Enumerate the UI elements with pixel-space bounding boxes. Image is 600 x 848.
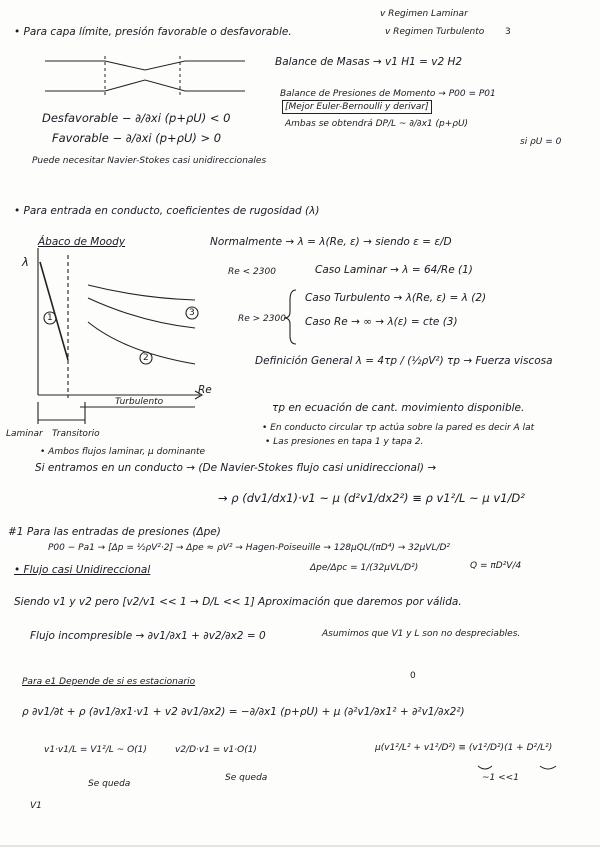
- section-1-title: • Para capa límite, presión favorable o desfavorable.: [14, 26, 292, 38]
- section-2-title: • Para entrada en conducto, coeficientes de rugosidad (λ): [14, 205, 320, 217]
- v1-leftover: V1: [30, 801, 42, 811]
- lambda-definition: Definición General λ = 4τp / (½ρV²) τp → Fuerza viscosa: [255, 355, 553, 367]
- pressure-ratio: Δpe/Δpc = 1/(32μVL/D²): [310, 563, 419, 573]
- approximation-note: Siendo v1 y v2 pero [v2/v1 << 1 → D/L << 1] Aproximación que daremos por válida.: [14, 596, 462, 608]
- re-high-threshold: Re > 2300: [238, 314, 286, 324]
- nozzle-sketch: [45, 56, 245, 96]
- momentum-e1-eq: ρ ∂v1/∂t + ρ (∂v1/∂x1·v1 + v2 ∂v1/∂x2) = −∂/∂x1 (p+ρU) + μ (∂²v1/∂x1² + ∂²v1/∂x2²): [22, 706, 465, 718]
- chart-lambda-label: λ: [22, 255, 29, 269]
- euler-bernoulli-note: [Mejor Euler-Bernoulli y derivar]: [282, 100, 432, 114]
- assumption-note: Asumimos que V1 y L son no despreciables.: [322, 629, 521, 639]
- turbulent-case: Caso Turbulento → λ(Re, ε) = λ (2): [305, 292, 487, 304]
- circle-1-text: 1: [47, 313, 53, 323]
- convective-order: v1·v1/L = V1²/L ~ O(1): [44, 745, 147, 755]
- moody-chart-title: Ábaco de Moody: [38, 236, 126, 248]
- incompressible-eq: Flujo incompresible → ∂v1/∂x1 + ∂v2/∂x2 = 0: [30, 630, 266, 642]
- circle-3-text: 3: [189, 308, 195, 318]
- quasi-unidirectional-title: • Flujo casi Unidireccional: [14, 564, 151, 576]
- hagen-poiseuille-eq: P00 − Pa1 → [Δp = ½ρV²·2] → Δpe ≈ ρV² → Hagen-Poiseuille → 128μQL/(πD⁴) → 32μVL/D²: [48, 543, 451, 553]
- regime-laminar-note: v Regimen Laminar: [380, 9, 468, 19]
- regime-turbulent-note: v Regimen Turbulento: [385, 27, 485, 37]
- rough-limit-case: Caso Re → ∞ → λ(ε) = cte (3): [305, 316, 458, 328]
- circle-2-text: 2: [143, 353, 149, 363]
- navier-stokes-note: Puede necesitar Navier-Stokes casi unidireccionales: [32, 156, 267, 166]
- duct-entry-note: Si entramos en un conducto → (De Navier-Stokes flujo casi unidireccional) →: [35, 462, 437, 474]
- viscous-order-brace-labels: ~1 <<1: [482, 773, 519, 783]
- chart-re-label: Re: [198, 384, 212, 396]
- chart-transition-label: Transitorio: [52, 429, 100, 439]
- favorable-gradient: Favorable − ∂/∂xi (p+ρU) > 0: [52, 131, 222, 145]
- cross-term-order: v2/D·v1 = v1·O(1): [175, 745, 257, 755]
- momentum-e1-title: Para e1 Depende de si es estacionario: [22, 677, 196, 687]
- flow-rate-eq: Q = πD²V/4: [470, 561, 522, 571]
- momentum-balance: Balance de Presiones de Momento → P00 = P01: [280, 89, 496, 99]
- order-of-magnitude: → ρ (dv1/dx1)·v1 ~ μ (d²v1/dx2²) ≡ ρ v1²/L ~ μ v1/D²: [218, 491, 525, 505]
- lambda-general: Normalmente → λ = λ(Re, ε) → siendo ε = ε/D: [210, 236, 452, 248]
- re-low-threshold: Re < 2300: [228, 267, 276, 277]
- laminar-line: [40, 262, 68, 360]
- chart-laminar-label: Laminar: [6, 429, 43, 439]
- mass-balance: Balance de Masas → v1 H1 = v2 H2: [275, 56, 463, 68]
- curve-2: [88, 322, 195, 364]
- viscous-order: μ(v1²/L² + v1²/D²) ≡ (v1²/D²)(1 + D²/L²): [375, 743, 553, 753]
- entry-pressure-note: #1 Para las entradas de presiones (Δpe): [8, 526, 221, 538]
- chart-turbulent-label: Turbulento: [115, 397, 164, 407]
- circular-duct-note: • En conducto circular τp actúa sobre la pared es decir A lat: [262, 423, 535, 433]
- header-tag: 3: [505, 27, 511, 37]
- pressure-gradient-relation: Ambas se obtendrá DP/L ~ ∂/∂x1 (p+ρU): [285, 119, 469, 129]
- curve-3: [88, 285, 195, 300]
- order-brace: [478, 766, 556, 769]
- adverse-gradient: Desfavorable − ∂/∂xi (p+ρU) < 0: [42, 111, 231, 125]
- shear-stress-note: τp en ecuación de cant. movimiento disponible.: [272, 402, 525, 414]
- both-laminar-note: • Ambos flujos laminar, μ dominante: [40, 447, 206, 457]
- null-potential-note: si ρU = 0: [520, 137, 562, 147]
- laminar-case: Caso Laminar → λ = 64/Re (1): [315, 264, 473, 276]
- end-pressure-note: • Las presiones en tapa 1 y tapa 2.: [265, 437, 424, 447]
- curve-mid: [88, 298, 195, 328]
- term-kept-2: Se queda: [225, 773, 268, 783]
- zero-mark: 0: [410, 671, 416, 681]
- term-kept-1: Se queda: [88, 779, 131, 789]
